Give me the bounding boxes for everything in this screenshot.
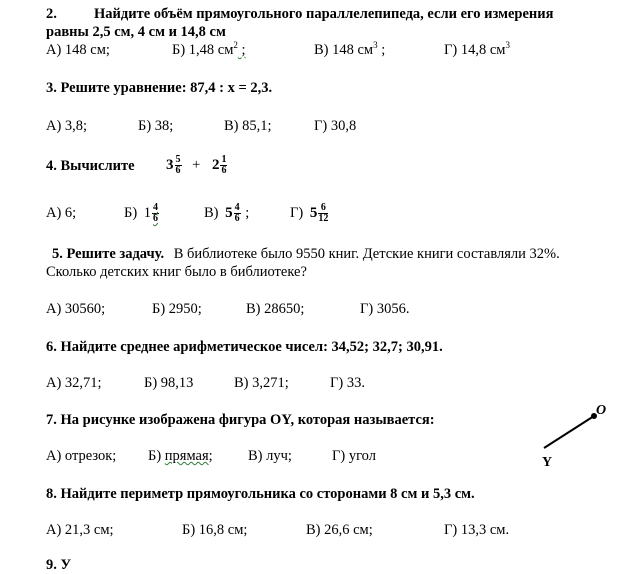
q4-option-g-label: Г) <box>290 205 304 221</box>
q3-text: 3. Решите уравнение: 87,4 : х = 2,3. <box>46 80 273 96</box>
ray-label-y: Y <box>542 455 553 470</box>
q2-option-v-text: В) 148 см <box>314 42 374 58</box>
q4-option-g-whole: 5 <box>309 205 318 221</box>
q2-option-b-text: Б) 1,48 см <box>172 42 234 58</box>
q4-option-v-whole: 5 <box>225 205 233 221</box>
q4-option-v-tail: ; <box>241 205 250 221</box>
q7-option-b <box>148 447 213 465</box>
q2-option-v-tail: ; <box>377 42 386 58</box>
q2-option-a: А) 148 см; <box>46 42 110 58</box>
q2-text-line2: равны 2,5 см, 4 см и 14,8 см <box>46 24 226 40</box>
q5-text-line2: Сколько детских книг было в библиотеке? <box>46 264 307 280</box>
q4-option-b-frac <box>152 203 159 224</box>
q2-text-line1: Найдите объём прямоугольного параллелепипеда, если его измерения <box>94 6 554 22</box>
q4-expression <box>166 150 228 180</box>
q4-option-b-num: 4 <box>153 202 159 214</box>
q4-expr-whole1: 3 <box>166 157 174 173</box>
q7-text: 7. На рисунке изображена фигура OY, которая называется: <box>46 412 435 428</box>
q3-option-g: Г) 30,8 <box>314 118 357 134</box>
q8-option-a: А) 21,3 см; <box>46 522 114 538</box>
q4-option-v-num: 4 <box>234 202 240 214</box>
q2-option-b <box>172 41 246 59</box>
q4-text: 4. Вычислите <box>46 158 135 174</box>
q4-option-v-den: 6 <box>234 213 240 225</box>
q8-option-v: В) 26,6 см; <box>306 522 373 538</box>
q2-option-b-tail: ; <box>237 42 246 58</box>
q4-expr-den1: 6 <box>175 165 181 177</box>
ray-label-o: O <box>596 403 607 418</box>
q7-option-b-word: прямая <box>164 448 209 464</box>
ray-figure <box>536 400 616 470</box>
q4-expr-frac2 <box>220 155 227 176</box>
q2-number: 2. <box>46 6 57 22</box>
q4-option-v-label: В) <box>204 205 219 221</box>
q4-expr-num2: 1 <box>221 154 227 166</box>
q2-option-g-text: Г) 14,8 см <box>444 42 506 58</box>
q2-option-v-sup: 3 <box>373 40 378 51</box>
q3-option-b: Б) 38; <box>138 118 174 134</box>
q4-option-b-label: Б) <box>124 205 138 221</box>
q4-option-a: А) 6; <box>46 205 77 221</box>
q2-option-v <box>314 41 385 59</box>
ray-line <box>544 416 594 448</box>
q4-option-v-frac <box>234 203 241 224</box>
q4-expr-plus: + <box>192 157 201 173</box>
q3-option-a: А) 3,8; <box>46 118 88 134</box>
q4-expr-frac1 <box>175 155 182 176</box>
q4-expr-whole2: 2 <box>211 157 220 173</box>
q7-option-v: В) луч; <box>248 448 292 464</box>
q4-option-b <box>124 198 160 228</box>
q4-option-g-frac <box>318 203 328 224</box>
q5-line1 <box>52 245 560 263</box>
q8-option-b: Б) 16,8 см; <box>182 522 248 538</box>
q7-option-b-tail: ; <box>208 448 213 464</box>
q4-expr-num1: 5 <box>175 154 181 166</box>
q4-option-g-num: 6 <box>318 203 328 214</box>
q6-option-g: Г) 33. <box>330 375 365 391</box>
q4-option-g <box>290 198 329 228</box>
q6-text: 6. Найдите среднее арифметическое чисел: 34,52; 32,7; 30,91. <box>46 339 443 355</box>
q2-option-g <box>444 41 510 59</box>
q8-text: 8. Найдите периметр прямоугольника со сторонами 8 см и 5,3 см. <box>46 486 475 502</box>
q5-option-b: Б) 2950; <box>152 301 202 317</box>
q5-option-a: А) 30560; <box>46 301 106 317</box>
q7-option-a: А) отрезок; <box>46 448 117 464</box>
q4-expr-den2: 6 <box>221 165 227 177</box>
q7-option-b-label: Б) <box>148 448 165 464</box>
q6-option-v: В) 3,271; <box>234 375 289 391</box>
q7-option-g: Г) угол <box>332 448 376 464</box>
q4-option-v <box>204 198 249 228</box>
q8-option-g: Г) 13,3 см. <box>444 522 510 538</box>
q4-option-g-den: 12 <box>318 213 329 225</box>
q2-option-g-sup: 3 <box>505 40 510 51</box>
q6-option-b: Б) 98,13 <box>144 375 194 391</box>
q4-option-b-whole: 1 <box>143 205 152 221</box>
q5-option-v: В) 28650; <box>246 301 305 317</box>
q5-option-g: Г) 3056. <box>360 301 410 317</box>
q2-option-b-sup: 2 <box>233 40 238 51</box>
q3-option-v: В) 85,1; <box>224 118 272 134</box>
q5-text-line1: В библиотеке было 9550 книг. Детские книги составляли 32%. <box>173 246 560 262</box>
q4-option-b-den: 6 <box>153 213 159 225</box>
q5-title: 5. Решите задачу. <box>52 246 165 262</box>
q6-option-a: А) 32,71; <box>46 375 102 391</box>
q9-partial: 9. У <box>46 557 72 573</box>
